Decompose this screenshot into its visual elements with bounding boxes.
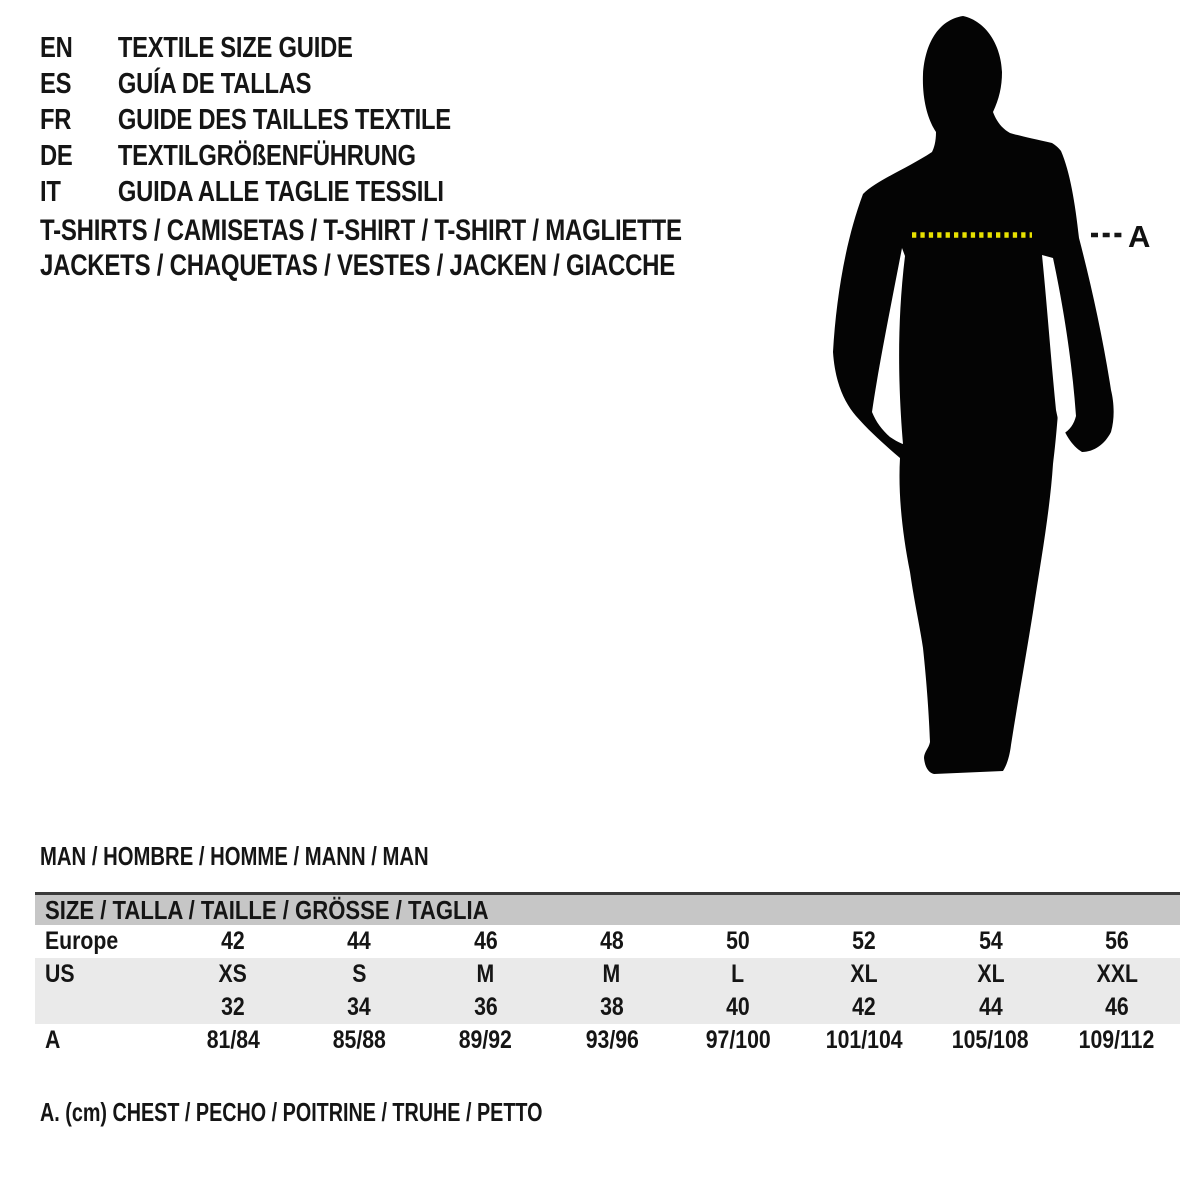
- size-cell: XL: [850, 960, 878, 988]
- lang-code: IT: [40, 176, 61, 208]
- size-cell: 56: [1105, 927, 1129, 955]
- size-cell: M: [603, 960, 621, 988]
- size-table: [35, 892, 1180, 1057]
- row-label: Europe: [45, 927, 119, 955]
- lang-title: TEXTILE SIZE GUIDE: [117, 32, 353, 64]
- category-block: [40, 213, 842, 283]
- size-cell: XL: [977, 960, 1005, 988]
- size-cell: 52: [852, 927, 877, 955]
- size-cell: 46: [473, 927, 498, 955]
- size-cell: 46: [1105, 993, 1129, 1021]
- category-line-jackets: JACKETS / CHAQUETAS / VESTES / JACKEN / GIACCHE: [40, 249, 676, 282]
- lang-title: GUÍA DE TALLAS: [117, 68, 312, 100]
- size-cell: M: [476, 960, 495, 988]
- size-cell: 42: [852, 993, 877, 1021]
- table-row-chest-a: [35, 1024, 1180, 1057]
- size-cell: 85/88: [332, 1026, 386, 1054]
- size-cell: XXL: [1096, 960, 1138, 988]
- lang-row-es: [40, 66, 451, 102]
- lang-row-de: [40, 138, 451, 174]
- size-cell: 34: [347, 993, 372, 1021]
- size-cell: 97/100: [705, 1026, 771, 1054]
- table-row-numeric: [35, 991, 1180, 1024]
- man-silhouette: [820, 0, 1200, 800]
- size-cell: 50: [726, 927, 750, 955]
- row-label: US: [45, 960, 75, 988]
- size-cell: 40: [726, 993, 750, 1021]
- size-cell: 81/84: [206, 1026, 260, 1054]
- size-cell: 54: [978, 927, 1003, 955]
- lang-code: ES: [40, 68, 72, 100]
- lang-row-fr: [40, 102, 451, 138]
- size-cell: S: [352, 960, 367, 988]
- table-row-us: [35, 958, 1180, 991]
- size-table-header: [35, 895, 1180, 925]
- size-cell: 38: [600, 993, 624, 1021]
- section-title-man: MAN / HOMBRE / HOMME / MANN / MAN: [40, 841, 429, 871]
- lang-title: TEXTILGRÖßENFÜHRUNG: [117, 140, 416, 172]
- size-cell: 36: [473, 993, 498, 1021]
- lang-code: FR: [40, 104, 72, 136]
- size-table-header-label: SIZE / TALLA / TAILLE / GRÖSSE / TAGLIA: [45, 895, 489, 925]
- size-cell: 44: [347, 927, 372, 955]
- measurement-footnote: A. (cm) CHEST / PECHO / POITRINE / TRUHE / PETTO: [40, 1097, 543, 1127]
- lang-row-it: [40, 174, 451, 210]
- size-cell: 105/108: [952, 1026, 1030, 1054]
- size-cell: 48: [600, 927, 624, 955]
- row-label: [35, 991, 170, 1024]
- language-title-block: [40, 30, 541, 210]
- size-cell: 42: [221, 927, 245, 955]
- size-cell: 32: [221, 993, 245, 1021]
- row-label: A: [45, 1026, 61, 1054]
- lang-title: GUIDE DES TAILLES TEXTILE: [117, 104, 451, 136]
- size-cell: 101/104: [825, 1026, 903, 1054]
- category-line-tshirts: T-SHIRTS / CAMISETAS / T-SHIRT / T-SHIRT / MAGLIETTE: [40, 214, 682, 247]
- size-cell: 44: [978, 993, 1003, 1021]
- lang-code: DE: [40, 140, 73, 172]
- lang-row-en: [40, 30, 451, 66]
- lang-title: GUIDA ALLE TAGLIE TESSILI: [117, 176, 444, 208]
- size-cell: XS: [218, 960, 248, 988]
- table-row-europe: [35, 925, 1180, 958]
- size-cell: L: [731, 960, 745, 988]
- size-cell: 93/96: [585, 1026, 639, 1054]
- size-cell: 109/112: [1079, 1026, 1155, 1054]
- size-cell: 89/92: [459, 1026, 513, 1054]
- measurement-label-a: A: [1128, 219, 1151, 254]
- lang-code: EN: [40, 32, 73, 64]
